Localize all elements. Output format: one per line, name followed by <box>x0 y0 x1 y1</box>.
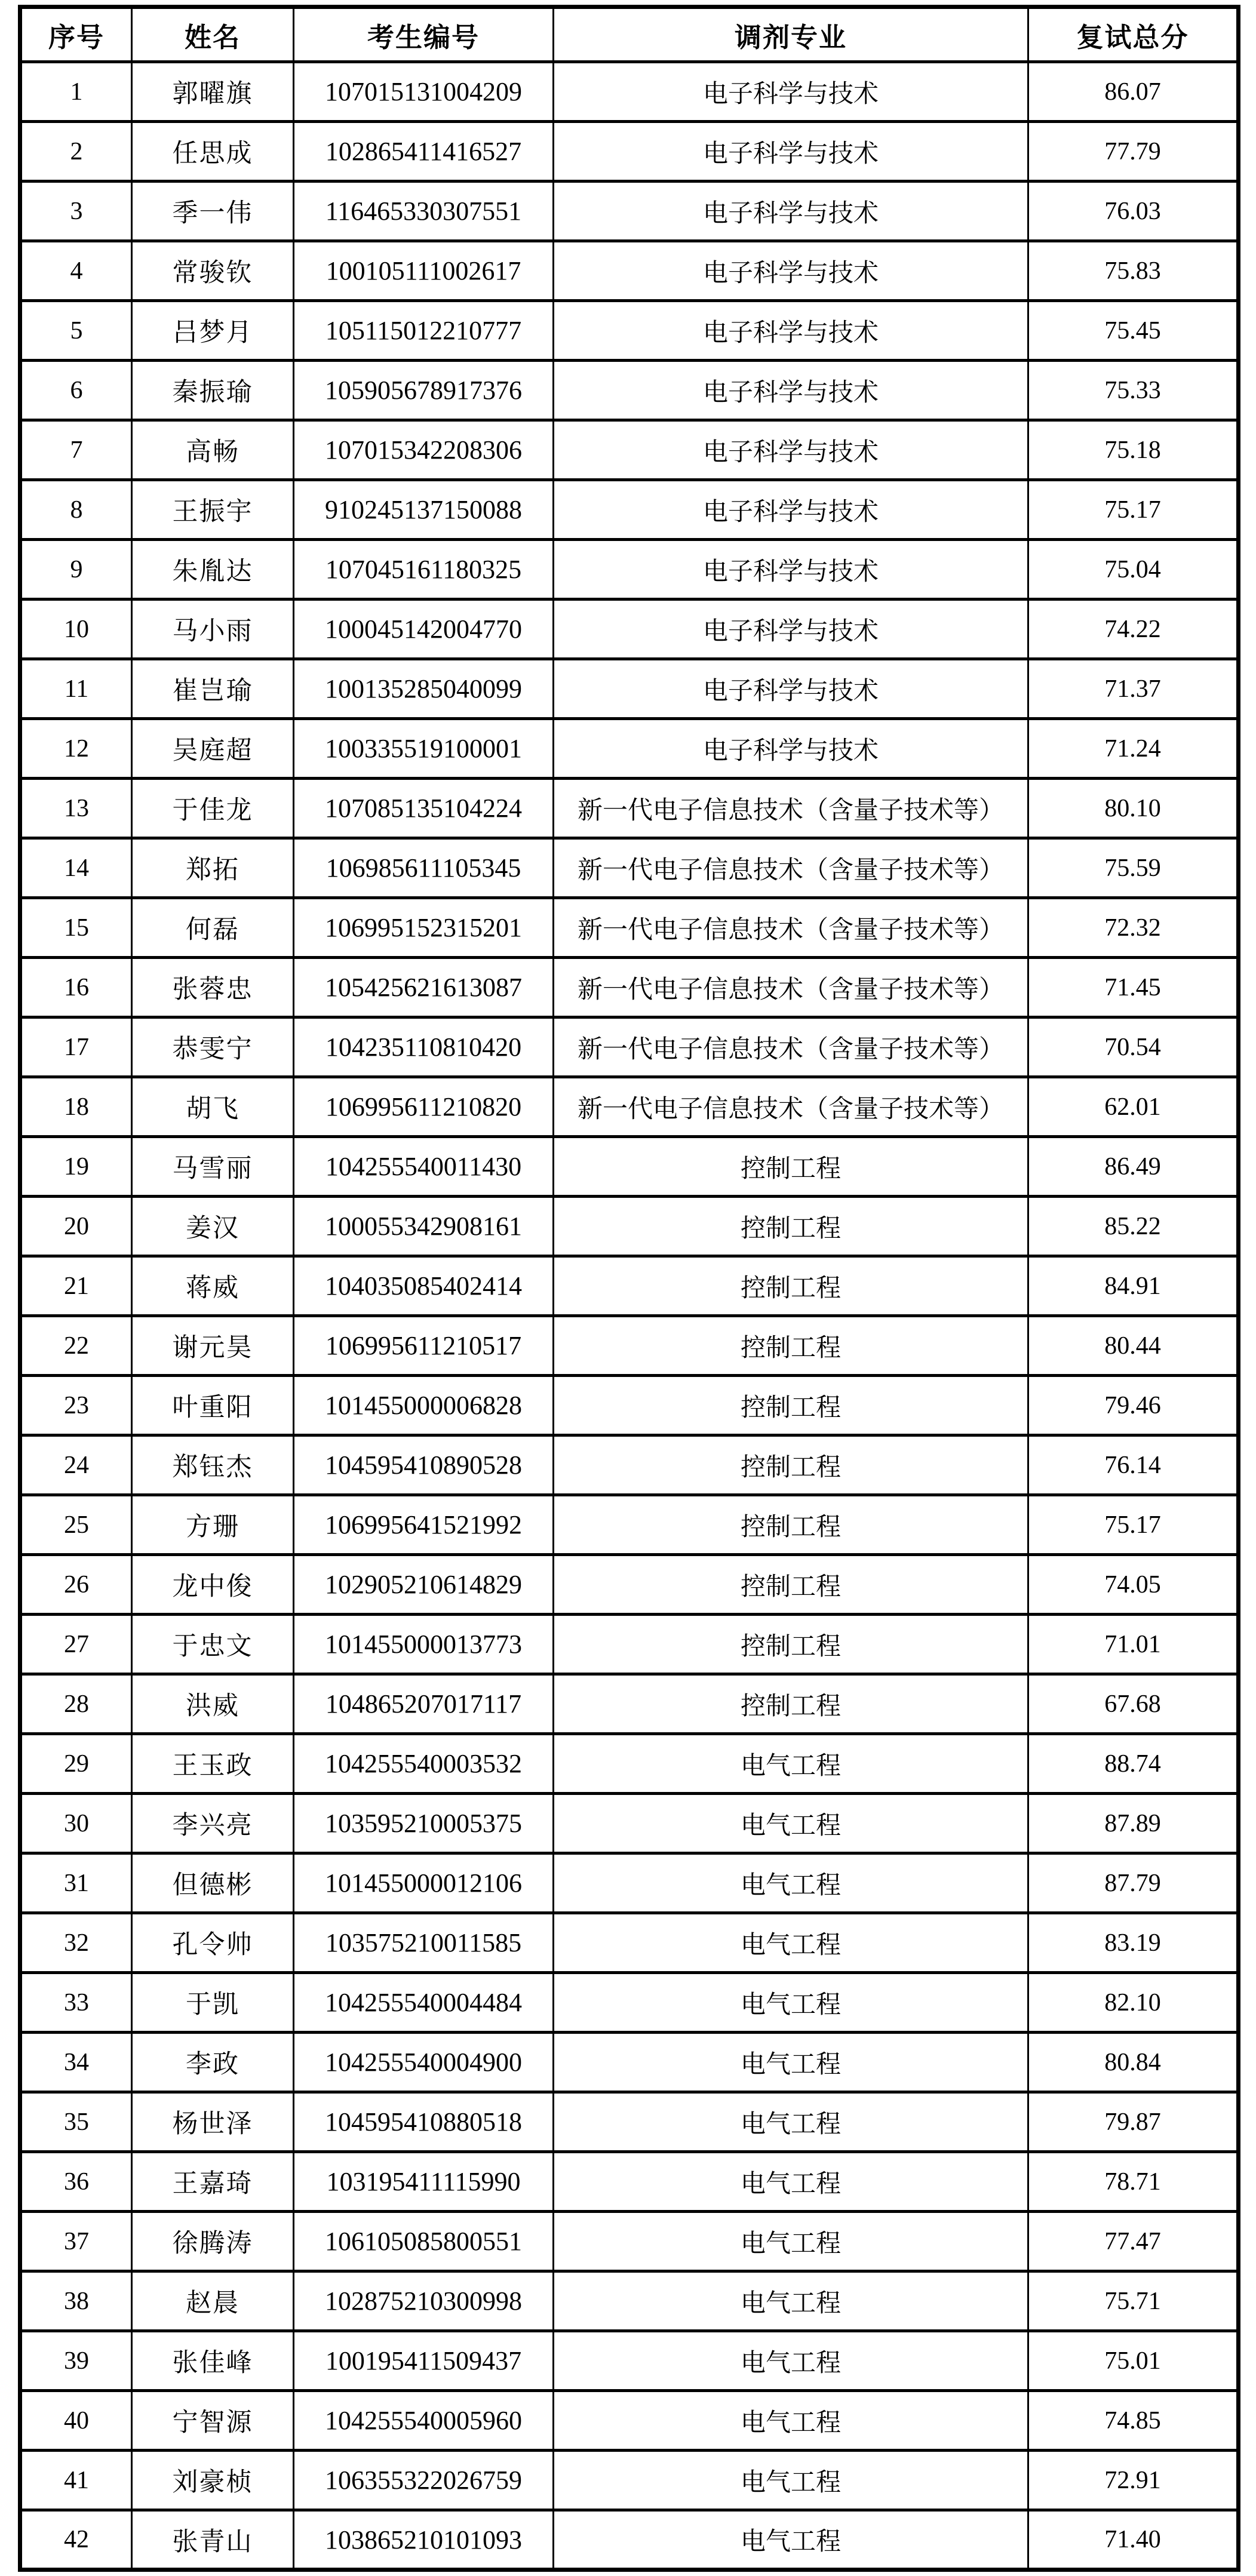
cell-name: 张蓉忠 <box>132 958 294 1018</box>
cell-candidate-no: 104035085402414 <box>294 1256 554 1316</box>
cell-score: 74.85 <box>1028 2391 1239 2451</box>
table-row <box>20 1435 1239 1495</box>
table-row <box>20 1256 1239 1316</box>
cell-major: 新一代电子信息技术（含量子技术等） <box>554 1018 1028 1077</box>
table-header <box>20 7 1239 62</box>
cell-score: 80.84 <box>1028 2033 1239 2092</box>
cell-name: 王玉政 <box>132 1734 294 1794</box>
cell-score: 75.17 <box>1028 480 1239 540</box>
cell-major: 控制工程 <box>554 1376 1028 1435</box>
cell-score: 72.91 <box>1028 2451 1239 2510</box>
cell-candidate-no: 106995611210517 <box>294 1316 554 1376</box>
cell-major: 电气工程 <box>554 2152 1028 2212</box>
cell-candidate-no: 100335519100001 <box>294 719 554 779</box>
cell-score: 83.19 <box>1028 1913 1239 1973</box>
cell-candidate-no: 101455000006828 <box>294 1376 554 1435</box>
cell-candidate-no: 100105111002617 <box>294 241 554 301</box>
cell-major: 控制工程 <box>554 1197 1028 1256</box>
cell-name: 张青山 <box>132 2510 294 2570</box>
header-major: 调剂专业 <box>554 7 1028 62</box>
table-row <box>20 2092 1239 2152</box>
cell-score: 71.37 <box>1028 659 1239 719</box>
cell-score: 87.79 <box>1028 1853 1239 1913</box>
table-row <box>20 1973 1239 2033</box>
cell-index: 31 <box>20 1853 132 1913</box>
cell-score: 86.49 <box>1028 1137 1239 1197</box>
cell-score: 85.22 <box>1028 1197 1239 1256</box>
table-row <box>20 62 1239 122</box>
table-row <box>20 1495 1239 1555</box>
cell-name: 李政 <box>132 2033 294 2092</box>
cell-major: 控制工程 <box>554 1555 1028 1615</box>
cell-major: 电气工程 <box>554 2092 1028 2152</box>
cell-index: 19 <box>20 1137 132 1197</box>
cell-name: 吕梦月 <box>132 301 294 361</box>
table-row <box>20 361 1239 420</box>
cell-name: 马小雨 <box>132 600 294 659</box>
cell-name: 孔令帅 <box>132 1913 294 1973</box>
cell-candidate-no: 104255540004484 <box>294 1973 554 2033</box>
cell-major: 新一代电子信息技术（含量子技术等） <box>554 958 1028 1018</box>
cell-name: 季一伟 <box>132 182 294 241</box>
cell-score: 74.22 <box>1028 600 1239 659</box>
header-row <box>20 7 1239 62</box>
cell-candidate-no: 103195411115990 <box>294 2152 554 2212</box>
table-row <box>20 2033 1239 2092</box>
cell-candidate-no: 103575210011585 <box>294 1913 554 1973</box>
cell-name: 崔岂瑜 <box>132 659 294 719</box>
cell-index: 30 <box>20 1794 132 1853</box>
table-row <box>20 1674 1239 1734</box>
cell-score: 86.07 <box>1028 62 1239 122</box>
cell-name: 马雪丽 <box>132 1137 294 1197</box>
cell-candidate-no: 104255540004900 <box>294 2033 554 2092</box>
cell-score: 88.74 <box>1028 1734 1239 1794</box>
cell-name: 郑拓 <box>132 838 294 898</box>
cell-index: 22 <box>20 1316 132 1376</box>
cell-candidate-no: 106995611210820 <box>294 1077 554 1137</box>
cell-major: 控制工程 <box>554 1674 1028 1734</box>
cell-score: 75.33 <box>1028 361 1239 420</box>
cell-score: 76.03 <box>1028 182 1239 241</box>
table-row <box>20 301 1239 361</box>
cell-candidate-no: 100195411509437 <box>294 2331 554 2391</box>
table-row <box>20 1615 1239 1674</box>
score-table <box>18 5 1240 2572</box>
table-row <box>20 420 1239 480</box>
cell-major: 电气工程 <box>554 1913 1028 1973</box>
cell-score: 76.14 <box>1028 1435 1239 1495</box>
cell-major: 控制工程 <box>554 1256 1028 1316</box>
cell-index: 34 <box>20 2033 132 2092</box>
cell-candidate-no: 100055342908161 <box>294 1197 554 1256</box>
table-row <box>20 1853 1239 1913</box>
cell-index: 13 <box>20 779 132 838</box>
cell-score: 72.32 <box>1028 898 1239 958</box>
cell-score: 75.04 <box>1028 540 1239 600</box>
table-row <box>20 2510 1239 2570</box>
cell-candidate-no: 105425621613087 <box>294 958 554 1018</box>
cell-score: 70.54 <box>1028 1018 1239 1077</box>
table-row <box>20 779 1239 838</box>
cell-score: 82.10 <box>1028 1973 1239 2033</box>
cell-score: 79.87 <box>1028 2092 1239 2152</box>
cell-name: 杨世泽 <box>132 2092 294 2152</box>
table-row <box>20 480 1239 540</box>
cell-major: 电子科学与技术 <box>554 241 1028 301</box>
cell-index: 8 <box>20 480 132 540</box>
cell-candidate-no: 101455000012106 <box>294 1853 554 1913</box>
cell-candidate-no: 106355322026759 <box>294 2451 554 2510</box>
table-row <box>20 1197 1239 1256</box>
cell-major: 电子科学与技术 <box>554 719 1028 779</box>
cell-major: 电气工程 <box>554 1853 1028 1913</box>
cell-name: 吴庭超 <box>132 719 294 779</box>
table-row <box>20 2212 1239 2271</box>
cell-score: 62.01 <box>1028 1077 1239 1137</box>
cell-score: 84.91 <box>1028 1256 1239 1316</box>
cell-score: 77.47 <box>1028 2212 1239 2271</box>
table-row <box>20 1913 1239 1973</box>
cell-name: 王嘉琦 <box>132 2152 294 2212</box>
cell-major: 控制工程 <box>554 1495 1028 1555</box>
cell-major: 新一代电子信息技术（含量子技术等） <box>554 898 1028 958</box>
table-row <box>20 1376 1239 1435</box>
cell-major: 新一代电子信息技术（含量子技术等） <box>554 779 1028 838</box>
cell-name: 徐腾涛 <box>132 2212 294 2271</box>
cell-major: 电气工程 <box>554 2033 1028 2092</box>
cell-score: 71.45 <box>1028 958 1239 1018</box>
cell-major: 电子科学与技术 <box>554 62 1028 122</box>
cell-name: 叶重阳 <box>132 1376 294 1435</box>
cell-index: 29 <box>20 1734 132 1794</box>
cell-candidate-no: 106995152315201 <box>294 898 554 958</box>
cell-major: 新一代电子信息技术（含量子技术等） <box>554 838 1028 898</box>
cell-major: 电气工程 <box>554 2271 1028 2331</box>
cell-name: 常骏钦 <box>132 241 294 301</box>
table-row <box>20 719 1239 779</box>
cell-name: 秦振瑜 <box>132 361 294 420</box>
table-row <box>20 2331 1239 2391</box>
cell-major: 电气工程 <box>554 1794 1028 1853</box>
table-row <box>20 241 1239 301</box>
cell-index: 12 <box>20 719 132 779</box>
cell-index: 4 <box>20 241 132 301</box>
cell-major: 电气工程 <box>554 2391 1028 2451</box>
cell-major: 电子科学与技术 <box>554 420 1028 480</box>
cell-name: 洪威 <box>132 1674 294 1734</box>
cell-name: 任思成 <box>132 122 294 182</box>
cell-major: 电子科学与技术 <box>554 182 1028 241</box>
table-row <box>20 958 1239 1018</box>
cell-name: 何磊 <box>132 898 294 958</box>
cell-candidate-no: 104255540003532 <box>294 1734 554 1794</box>
cell-candidate-no: 103865210101093 <box>294 2510 554 2570</box>
cell-name: 张佳峰 <box>132 2331 294 2391</box>
cell-name: 于凯 <box>132 1973 294 2033</box>
cell-candidate-no: 101455000013773 <box>294 1615 554 1674</box>
cell-index: 27 <box>20 1615 132 1674</box>
cell-score: 77.79 <box>1028 122 1239 182</box>
cell-score: 71.01 <box>1028 1615 1239 1674</box>
cell-score: 79.46 <box>1028 1376 1239 1435</box>
cell-major: 电子科学与技术 <box>554 301 1028 361</box>
cell-score: 71.24 <box>1028 719 1239 779</box>
cell-major: 电气工程 <box>554 2212 1028 2271</box>
document-sheet <box>18 5 1240 2572</box>
cell-score: 78.71 <box>1028 2152 1239 2212</box>
cell-candidate-no: 106105085800551 <box>294 2212 554 2271</box>
cell-name: 谢元昊 <box>132 1316 294 1376</box>
cell-major: 电子科学与技术 <box>554 600 1028 659</box>
cell-score: 71.40 <box>1028 2510 1239 2570</box>
cell-index: 33 <box>20 1973 132 2033</box>
cell-major: 电子科学与技术 <box>554 361 1028 420</box>
cell-candidate-no: 105115012210777 <box>294 301 554 361</box>
cell-candidate-no: 102875210300998 <box>294 2271 554 2331</box>
cell-index: 38 <box>20 2271 132 2331</box>
cell-candidate-no: 116465330307551 <box>294 182 554 241</box>
table-row <box>20 838 1239 898</box>
cell-score: 80.44 <box>1028 1316 1239 1376</box>
cell-candidate-no: 102865411416527 <box>294 122 554 182</box>
table-row <box>20 1734 1239 1794</box>
cell-name: 蒋威 <box>132 1256 294 1316</box>
cell-name: 李兴亮 <box>132 1794 294 1853</box>
cell-index: 41 <box>20 2451 132 2510</box>
cell-index: 15 <box>20 898 132 958</box>
table-row <box>20 2391 1239 2451</box>
cell-name: 高畅 <box>132 420 294 480</box>
cell-candidate-no: 107015342208306 <box>294 420 554 480</box>
cell-score: 75.59 <box>1028 838 1239 898</box>
cell-name: 赵晨 <box>132 2271 294 2331</box>
cell-name: 方珊 <box>132 1495 294 1555</box>
cell-index: 2 <box>20 122 132 182</box>
cell-candidate-no: 104235110810420 <box>294 1018 554 1077</box>
cell-major: 电子科学与技术 <box>554 122 1028 182</box>
cell-major: 电子科学与技术 <box>554 659 1028 719</box>
cell-major: 控制工程 <box>554 1435 1028 1495</box>
cell-major: 电子科学与技术 <box>554 480 1028 540</box>
cell-index: 26 <box>20 1555 132 1615</box>
cell-index: 6 <box>20 361 132 420</box>
cell-candidate-no: 107015131004209 <box>294 62 554 122</box>
cell-major: 控制工程 <box>554 1615 1028 1674</box>
cell-candidate-no: 106995641521992 <box>294 1495 554 1555</box>
cell-index: 3 <box>20 182 132 241</box>
cell-major: 电气工程 <box>554 2451 1028 2510</box>
cell-name: 郭曜旗 <box>132 62 294 122</box>
cell-index: 10 <box>20 600 132 659</box>
cell-score: 75.45 <box>1028 301 1239 361</box>
cell-index: 36 <box>20 2152 132 2212</box>
cell-index: 20 <box>20 1197 132 1256</box>
cell-index: 9 <box>20 540 132 600</box>
cell-index: 28 <box>20 1674 132 1734</box>
header-candidate-no: 考生编号 <box>294 7 554 62</box>
cell-candidate-no: 106985611105345 <box>294 838 554 898</box>
table-row <box>20 182 1239 241</box>
cell-name: 刘豪桢 <box>132 2451 294 2510</box>
cell-index: 24 <box>20 1435 132 1495</box>
cell-index: 35 <box>20 2092 132 2152</box>
cell-name: 朱胤达 <box>132 540 294 600</box>
cell-index: 18 <box>20 1077 132 1137</box>
cell-candidate-no: 103595210005375 <box>294 1794 554 1853</box>
cell-index: 17 <box>20 1018 132 1077</box>
cell-candidate-no: 104595410890528 <box>294 1435 554 1495</box>
cell-index: 32 <box>20 1913 132 1973</box>
cell-index: 1 <box>20 62 132 122</box>
cell-name: 姜汉 <box>132 1197 294 1256</box>
cell-name: 胡飞 <box>132 1077 294 1137</box>
cell-index: 5 <box>20 301 132 361</box>
cell-index: 39 <box>20 2331 132 2391</box>
cell-major: 控制工程 <box>554 1316 1028 1376</box>
table-row <box>20 659 1239 719</box>
cell-name: 恭雯宁 <box>132 1018 294 1077</box>
table-row <box>20 1555 1239 1615</box>
cell-score: 87.89 <box>1028 1794 1239 1853</box>
cell-name: 宁智源 <box>132 2391 294 2451</box>
cell-major: 电气工程 <box>554 2510 1028 2570</box>
table-row <box>20 2451 1239 2510</box>
cell-candidate-no: 104255540005960 <box>294 2391 554 2451</box>
cell-name: 龙中俊 <box>132 1555 294 1615</box>
table-row <box>20 1137 1239 1197</box>
header-index: 序号 <box>20 7 132 62</box>
cell-candidate-no: 102905210614829 <box>294 1555 554 1615</box>
cell-major: 控制工程 <box>554 1137 1028 1197</box>
table-row <box>20 1077 1239 1137</box>
cell-index: 16 <box>20 958 132 1018</box>
cell-candidate-no: 104595410880518 <box>294 2092 554 2152</box>
cell-major: 新一代电子信息技术（含量子技术等） <box>554 1077 1028 1137</box>
header-name: 姓名 <box>132 7 294 62</box>
cell-score: 67.68 <box>1028 1674 1239 1734</box>
cell-major: 电气工程 <box>554 1973 1028 2033</box>
cell-name: 于佳龙 <box>132 779 294 838</box>
cell-name: 但德彬 <box>132 1853 294 1913</box>
cell-index: 21 <box>20 1256 132 1316</box>
table-row <box>20 1794 1239 1853</box>
cell-index: 11 <box>20 659 132 719</box>
cell-score: 80.10 <box>1028 779 1239 838</box>
table-body <box>20 62 1239 2570</box>
cell-candidate-no: 107085135104224 <box>294 779 554 838</box>
table-row <box>20 1316 1239 1376</box>
table-row <box>20 122 1239 182</box>
cell-candidate-no: 104255540011430 <box>294 1137 554 1197</box>
cell-index: 7 <box>20 420 132 480</box>
cell-index: 25 <box>20 1495 132 1555</box>
table-row <box>20 1018 1239 1077</box>
cell-score: 75.71 <box>1028 2271 1239 2331</box>
cell-score: 75.83 <box>1028 241 1239 301</box>
cell-score: 75.01 <box>1028 2331 1239 2391</box>
table-row <box>20 2152 1239 2212</box>
table-row <box>20 540 1239 600</box>
cell-name: 郑钰杰 <box>132 1435 294 1495</box>
cell-index: 42 <box>20 2510 132 2570</box>
cell-major: 电气工程 <box>554 1734 1028 1794</box>
cell-score: 74.05 <box>1028 1555 1239 1615</box>
table-row <box>20 600 1239 659</box>
cell-major: 电子科学与技术 <box>554 540 1028 600</box>
cell-index: 23 <box>20 1376 132 1435</box>
cell-major: 电气工程 <box>554 2331 1028 2391</box>
table-row <box>20 2271 1239 2331</box>
cell-candidate-no: 100135285040099 <box>294 659 554 719</box>
cell-index: 14 <box>20 838 132 898</box>
cell-candidate-no: 105905678917376 <box>294 361 554 420</box>
header-score: 复试总分 <box>1028 7 1239 62</box>
table-row <box>20 898 1239 958</box>
cell-name: 于忠文 <box>132 1615 294 1674</box>
cell-index: 37 <box>20 2212 132 2271</box>
cell-candidate-no: 910245137150088 <box>294 480 554 540</box>
cell-index: 40 <box>20 2391 132 2451</box>
cell-candidate-no: 107045161180325 <box>294 540 554 600</box>
cell-name: 王振宇 <box>132 480 294 540</box>
cell-score: 75.18 <box>1028 420 1239 480</box>
cell-candidate-no: 100045142004770 <box>294 600 554 659</box>
cell-score: 75.17 <box>1028 1495 1239 1555</box>
cell-candidate-no: 104865207017117 <box>294 1674 554 1734</box>
